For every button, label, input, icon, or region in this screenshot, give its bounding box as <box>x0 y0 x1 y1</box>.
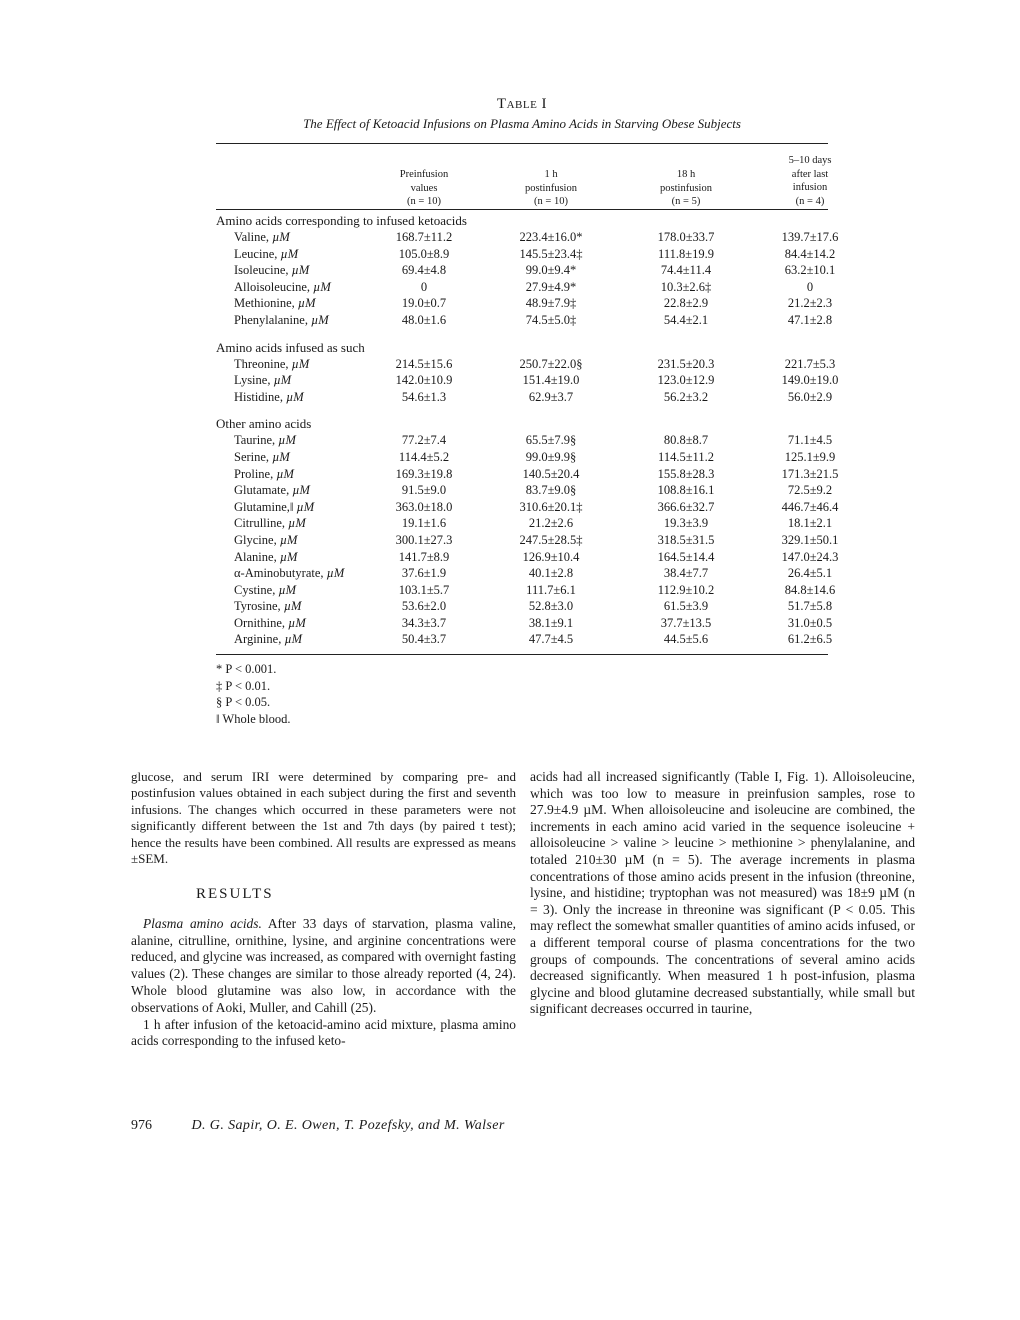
table-row <box>216 549 839 566</box>
table-cell: 34.3±3.7 <box>401 615 447 630</box>
unit: µM <box>292 483 310 498</box>
unit: µM <box>286 389 304 404</box>
table-cell: 168.7±11.2 <box>395 230 453 244</box>
row-label: Methionine, µM <box>234 296 316 311</box>
unit: µM <box>291 263 310 278</box>
table-row <box>216 615 833 632</box>
table-cell: 0 <box>806 279 814 294</box>
table-cell: 214.5±15.6 <box>395 356 453 371</box>
table-body <box>216 213 839 648</box>
paragraph-lead: Plasma amino acids. <box>143 915 262 931</box>
row-label: Phenylalanine, µM <box>234 312 329 327</box>
table-cell: 329.1±50.1 <box>781 532 839 547</box>
footnote: § P < 0.05. <box>216 695 271 710</box>
table-row <box>216 295 833 312</box>
table-cell: 99.0±9.9§ <box>525 449 577 464</box>
table-cell: 140.5±20.4 <box>522 466 580 481</box>
table-cell: 74.5±5.0‡ <box>525 312 577 327</box>
table-cell: 149.0±19.0 <box>781 373 839 388</box>
table-cell: 48.0±1.6 <box>401 312 447 327</box>
table-cell: 77.2±7.4 <box>401 433 447 448</box>
row-label: Proline, µM <box>234 466 294 481</box>
table-cell: 27.9±4.9* <box>525 279 577 294</box>
table-cell: 221.7±5.3 <box>784 356 836 371</box>
row-label: Ornithine, µM <box>234 615 306 630</box>
table-row <box>216 532 839 549</box>
row-group-title: Amino acids infused as such <box>216 339 365 355</box>
table-cell: 56.2±3.2 <box>663 389 709 404</box>
unit: µM <box>276 466 294 481</box>
row-label: Isoleucine, µM <box>234 263 310 278</box>
row-label: Threonine, µM <box>234 356 310 371</box>
table-row <box>216 356 836 373</box>
table-cell: 164.5±14.4 <box>657 549 715 564</box>
table-cell: 62.9±3.7 <box>528 389 574 404</box>
row-label: Valine, µM <box>234 230 290 244</box>
table-cell: 111.8±19.9 <box>658 246 714 261</box>
paragraph: 1 h after infusion of the ketoacid-amino acid mixture, plasma amino acids corresponding to the infused keto- <box>131 1016 516 1049</box>
table-row <box>216 449 836 466</box>
table-cell: 18.1±2.1 <box>787 516 833 531</box>
table-cell: 99.0±9.4* <box>525 263 577 278</box>
table-cell: 145.5±23.4‡ <box>519 246 583 261</box>
table-cell: 114.4±5.2 <box>398 449 450 464</box>
table-cell: 141.7±8.9 <box>398 549 450 564</box>
table-cell: 112.9±10.2 <box>657 582 715 597</box>
table-cell: 31.0±0.5 <box>787 615 833 630</box>
footnote: ‡ P < 0.01. <box>216 678 271 693</box>
row-label: Tyrosine, µM <box>234 599 302 614</box>
table-1 <box>216 96 839 727</box>
table-row <box>216 515 833 532</box>
left-text-column <box>131 769 516 1050</box>
table-cell: 72.5±9.2 <box>787 483 833 498</box>
table-cell: 22.8±2.9 <box>663 296 709 311</box>
row-label: Serine, µM <box>234 449 290 464</box>
row-label: Alloisoleucine, µM <box>234 279 331 294</box>
table-row <box>216 466 839 483</box>
paragraph: Plasma amino acids. After 33 days of starvation, plasma valine, alanine, citrulline, ornithine, lysine, and arginine concentrations were reduced, and glycine was increased, as compared with overnight fasting values (2). These changes are similar to those already reported (4, 24). Whole blood glutamine was also low, in accordance with the observations of Aoki, Muller, and Cahill (25). <box>131 915 516 1015</box>
unit: µM <box>278 433 296 448</box>
table-cell: 52.8±3.0 <box>528 599 574 614</box>
column-header-5-10-days: 5–10 days after last infusion (n = 4) <box>788 155 832 207</box>
table-cell: 223.4±16.0* <box>519 230 583 244</box>
table-cell: 171.3±21.5 <box>781 466 839 481</box>
row-label: α-Aminobutyrate, µM <box>234 566 345 581</box>
row-label: Leucine, µM <box>234 246 299 261</box>
row-label: Histidine, µM <box>234 389 304 404</box>
unit: µM <box>279 549 298 564</box>
table-bottom-rule <box>216 654 828 655</box>
column-header-18h: 18 h postinfusion (n = 5) <box>660 169 712 207</box>
table-cell: 50.4±3.7 <box>401 632 447 647</box>
table-row <box>216 598 833 615</box>
table-cell: 147.0±24.3 <box>781 549 839 564</box>
group-spacer <box>216 405 828 413</box>
unit: µM <box>279 532 298 547</box>
unit: µM <box>283 599 302 614</box>
table-label: Table I <box>496 96 548 112</box>
unit: µM <box>311 312 329 327</box>
row-group-title: Other amino acids <box>216 416 312 432</box>
table-cell: 126.9±10.4 <box>522 549 580 564</box>
table-cell: 26.4±5.1 <box>787 566 833 581</box>
unit: µM <box>291 356 310 371</box>
table-cell: 44.5±5.6 <box>663 632 709 647</box>
unit: µM <box>278 582 297 597</box>
row-label: Cystine, µM <box>234 582 297 597</box>
table-cell: 446.7±46.4 <box>781 499 839 514</box>
table-cell: 169.3±19.8 <box>395 466 453 481</box>
table-header-rule <box>216 209 828 210</box>
table-cell: 363.0±18.0 <box>395 499 453 514</box>
unit: µM <box>288 615 306 630</box>
table-cell: 21.2±2.3 <box>787 296 833 311</box>
table-row <box>216 372 839 389</box>
table-cell: 0 <box>420 279 428 294</box>
row-label: Arginine, µM <box>234 632 303 647</box>
table-cell: 83.7±9.0§ <box>525 483 577 498</box>
row-label: Glycine, µM <box>234 532 298 547</box>
table-cell: 47.7±4.5 <box>528 632 574 647</box>
table-row <box>216 312 833 329</box>
table-row <box>216 482 833 499</box>
unit: µM <box>284 632 303 647</box>
row-label: Glutamate, µM <box>234 483 310 498</box>
table-cell: 54.6±1.3 <box>401 389 447 404</box>
table-cell: 151.4±19.0 <box>522 373 580 388</box>
table-cell: 91.5±9.0 <box>401 483 447 498</box>
table-cell: 125.1±9.9 <box>784 449 836 464</box>
row-label: Alanine, µM <box>234 549 298 564</box>
table-cell: 19.3±3.9 <box>663 516 709 531</box>
table-cell: 231.5±20.3 <box>657 356 715 371</box>
table-cell: 84.8±14.6 <box>784 582 836 597</box>
table-cell: 123.0±12.9 <box>657 373 715 388</box>
table-row <box>216 631 833 648</box>
page-footer <box>131 1118 505 1134</box>
table-caption: The Effect of Ketoacid Infusions on Plasma Amino Acids in Starving Obese Subjects <box>303 116 741 131</box>
unit: µM <box>326 566 345 581</box>
table-cell: 69.4±4.8 <box>401 263 447 278</box>
table-cell: 178.0±33.7 <box>657 230 715 244</box>
unit: µM <box>272 230 290 244</box>
unit: µM <box>273 373 292 388</box>
table-cell: 103.1±5.7 <box>398 582 450 597</box>
table-cell: 250.7±22.0§ <box>519 356 583 371</box>
table-cell: 84.4±14.2 <box>784 246 836 261</box>
table-row <box>216 246 836 263</box>
table-cell: 155.8±28.3 <box>657 466 715 481</box>
unit: µM <box>272 449 290 464</box>
table-cell: 108.8±16.1 <box>657 483 715 498</box>
table-cell: 47.1±2.8 <box>787 312 833 327</box>
table-cell: 74.4±11.4 <box>660 263 712 278</box>
table-cell: 247.5±28.5‡ <box>519 532 583 547</box>
paragraph: glucose, and serum IRI were determined by comparing pre- and postinfusion values obtained in each subject during the first and seventh infusions. The changes which occurred in these parameters were not significantly different between the 1st and 7th days (by paired t test); hence the results have been combined. All results are expressed as means ±SEM. <box>131 769 516 867</box>
section-heading-results: RESULTS <box>196 886 274 903</box>
table-cell: 51.7±5.8 <box>787 599 833 614</box>
table-cell: 19.0±0.7 <box>401 296 447 311</box>
table-cell: 80.8±8.7 <box>663 433 709 448</box>
table-header <box>216 144 832 209</box>
table-row <box>216 499 839 516</box>
footnote: * P < 0.001. <box>216 662 277 677</box>
table-cell: 48.9±7.9‡ <box>525 296 577 311</box>
table-cell: 53.6±2.0 <box>401 599 447 614</box>
table-cell: 21.2±2.6 <box>528 516 574 531</box>
table-cell: 105.0±8.9 <box>398 246 450 261</box>
table-cell: 38.4±7.7 <box>663 566 709 581</box>
table-cell: 56.0±2.9 <box>787 389 833 404</box>
page-number: 976 <box>131 1118 152 1133</box>
right-text-column <box>530 769 915 1018</box>
row-label: Glutamine,‖ µM <box>234 499 315 514</box>
table-cell: 40.1±2.8 <box>528 566 574 581</box>
row-label: Taurine, µM <box>234 433 296 448</box>
table-cell: 54.4±2.1 <box>663 312 709 327</box>
table-row <box>216 279 828 296</box>
row-group-title: Amino acids corresponding to infused ketoacids <box>216 213 467 228</box>
table-cell: 300.1±27.3 <box>395 532 453 547</box>
column-header-1h: 1 h postinfusion (n = 10) <box>525 169 577 207</box>
table-row <box>216 582 836 599</box>
table-cell: 38.1±9.1 <box>528 615 574 630</box>
footnote: ‖ Whole blood. <box>216 711 291 726</box>
table-cell: 318.5±31.5 <box>657 532 715 547</box>
table-row <box>216 389 833 406</box>
unit: µM <box>280 246 299 261</box>
table-cell: 111.7±6.1 <box>526 582 576 597</box>
unit: µM <box>313 279 331 294</box>
table-cell: 37.6±1.9 <box>401 566 447 581</box>
table-cell: 142.0±10.9 <box>395 373 453 388</box>
row-label: Lysine, µM <box>234 373 292 388</box>
group-spacer <box>216 329 828 337</box>
table-cell: 19.1±1.6 <box>401 516 447 531</box>
table-row <box>216 262 836 279</box>
table-row <box>216 432 833 449</box>
table-cell: 61.5±3.9 <box>663 599 709 614</box>
unit: µM <box>296 499 315 514</box>
column-header-preinfusion: Preinfusion values (n = 10) <box>399 169 449 207</box>
table-row <box>216 229 839 246</box>
table-footnotes <box>216 661 828 727</box>
table-cell: 37.7±13.5 <box>660 615 712 630</box>
row-label: Citrulline, µM <box>234 516 306 531</box>
table-cell: 114.5±11.2 <box>658 449 714 464</box>
table-cell: 310.6±20.1‡ <box>519 499 583 514</box>
table-cell: 71.1±4.5 <box>787 433 833 448</box>
table-cell: 10.3±2.6‡ <box>660 279 712 294</box>
unit: µM <box>297 296 316 311</box>
unit: µM <box>288 516 306 531</box>
table-cell: 61.2±6.5 <box>787 632 833 647</box>
running-authors: D. G. Sapir, O. E. Owen, T. Pozefsky, and M. Walser <box>191 1118 505 1133</box>
paragraph: acids had all increased significantly (Table I, Fig. 1). Alloisoleucine, which was too low to measure in preinfusion samples, rose to 27.9±4.9 µM. When alloisoleucine and isoleucine are combined, the increments in each amino acid varied in the sequence isoleucine + alloisoleucine > valine > leucine > methionine > phenylalanine, and totaled 210±30 µM (n = 5). The average increments in plasma concentrations of those amino acids present in the infusion (threonine, lysine, and histidine; tryptophan was not measured) was 18±9 µM (n = 3). Only the increase in threonine was significant (P < 0.05. This may reflect the somewhat smaller quantities of amino acids infused, or a different temporal course of plasma concentrations for the two groups of compounds. The concentrations of several amino acids decreased significantly. When measured 1 h post-infusion, plasma glycine and blood glutamine decreased substantially, while small but significant decreases occurred in taurine, <box>530 769 915 1017</box>
table-row <box>216 565 833 582</box>
table-cell: 366.6±32.7 <box>657 499 715 514</box>
table-cell: 63.2±10.1 <box>784 263 836 278</box>
table-cell: 139.7±17.6 <box>781 230 839 244</box>
table-cell: 65.5±7.9§ <box>525 433 577 448</box>
